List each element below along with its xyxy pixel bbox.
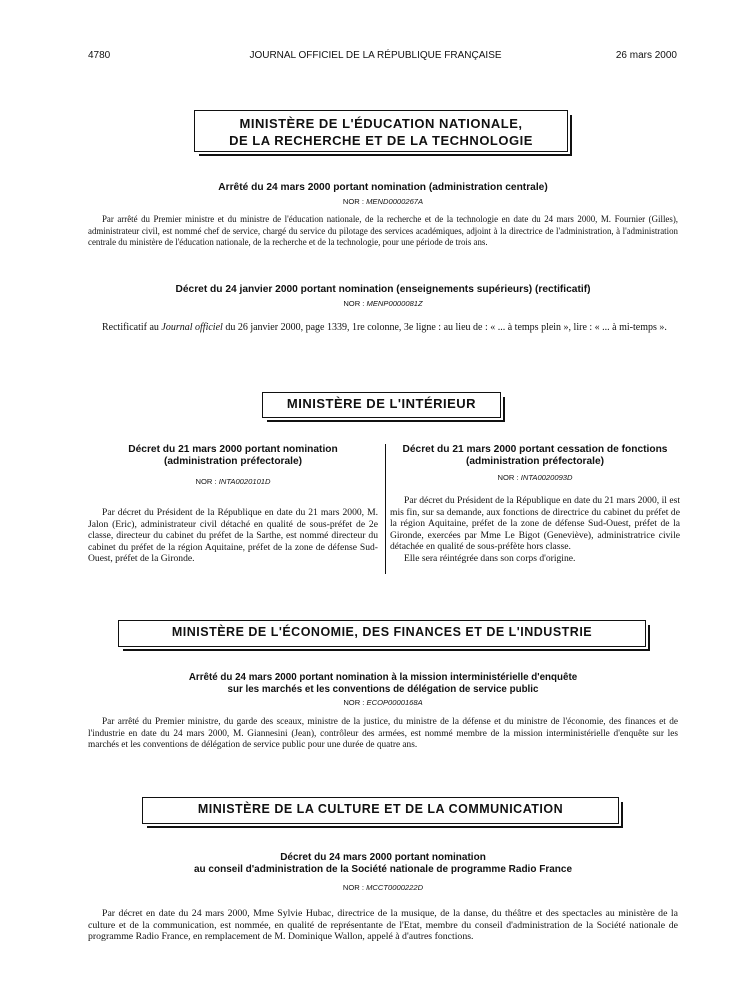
nor-code: ECOP0000168A bbox=[366, 698, 423, 707]
act-paragraph: Par décret du Président de la République en date du 21 mars 2000, il est mis fin, sur sa demande, aux fonctions de directrice du cabinet du préfet de la région Aquitaine, préfet de la zone de défense Sud-Ouest, préfet de la Gironde, exercées par Mme Le Bigot (Geneviève), administratrice civile détachée en qualité de sous-préfète hors classe. bbox=[390, 495, 680, 553]
act-title-line: au conseil d'administration de la Société nationale de programme Radio France bbox=[193, 864, 573, 875]
nor-reference bbox=[88, 477, 378, 486]
act-text: Par décret du Président de la République en date du 21 mars 2000, M. Jalon (Eric), administrateur civil détaché en qualité de sous-préfet de 2e classe, directeur du cabinet du préfet de la Sarthe, est nommé directeur du cabinet du préfet de la région Aquitaine, préfet de la zone de défense Sud-Ouest, préfet de la Gironde. bbox=[88, 507, 378, 565]
act-title-line: Décret du 21 mars 2000 portant cessation de fonctions bbox=[402, 444, 668, 455]
nor-label: NOR : bbox=[342, 197, 367, 206]
act-text bbox=[390, 495, 680, 565]
act-paragraph: Elle sera réintégrée dans son corps d'origine. bbox=[404, 552, 576, 564]
ministry-economie-box bbox=[118, 620, 646, 647]
nor-code: MCCT0000222D bbox=[366, 883, 424, 892]
ministry-education-box bbox=[194, 110, 568, 152]
act-title: Décret du 24 janvier 2000 portant nomination (enseignements supérieurs) (rectificatif) bbox=[175, 284, 591, 295]
act-title bbox=[88, 852, 678, 876]
rectificatif-text-start: Rectificatif au bbox=[102, 322, 162, 333]
nor-label: NOR : bbox=[497, 473, 521, 482]
nor-reference bbox=[88, 197, 678, 206]
act-title: Arrêté du 24 mars 2000 portant nomination (administration centrale) bbox=[218, 182, 548, 193]
nor-reference bbox=[88, 299, 678, 308]
nor-code: INTA0020101D bbox=[218, 477, 271, 486]
act-text: Par arrêté du Premier ministre et du ministre de l'éducation nationale, de la recherche et de la technologie en date du 24 mars 2000, M. Fournier (Gilles), administrateur civil, est nommé chef de service, chargé du service du pilotage des services académiques, adjoint à la directrice de l'administration, à l'administration centrale du ministère de l'éducation nationale, de la recherche et de la technologie, pour une période de trois ans. bbox=[88, 214, 678, 247]
nor-label: NOR : bbox=[342, 883, 367, 892]
act-title-line: sur les marchés et les conventions de délégation de service public bbox=[227, 683, 539, 695]
nor-reference bbox=[88, 698, 678, 707]
ministry-education-line1: MINISTÈRE DE L'ÉDUCATION NATIONALE, bbox=[239, 116, 523, 131]
ministry-economie-title: MINISTÈRE DE L'ÉCONOMIE, DES FINANCES ET DE L'INDUSTRIE bbox=[171, 625, 593, 639]
ministry-interieur-box bbox=[262, 392, 501, 418]
nor-label: NOR : bbox=[343, 698, 367, 707]
act-title-line: Décret du 21 mars 2000 portant nomination bbox=[128, 444, 338, 455]
ministry-culture-box bbox=[142, 797, 619, 824]
act-title bbox=[88, 444, 378, 468]
rectificatif-text-end: du 26 janvier 2000, page 1339, 1re colonne, 3e ligne : au lieu de : « ... à temps plein », lire : « ... à mi-temps ». bbox=[222, 322, 667, 333]
act-title-line: (administration préfectorale) bbox=[465, 456, 605, 467]
act-text: Par arrêté du Premier ministre, du garde des sceaux, ministre de la justice, du ministre de la défense et du ministre de l'économie, des finances et de l'industrie en date du 24 mars 2000, M. Giannesini (Jean), contrôleur des armées, est nommé membre de la mission interministérielle d'enquête sur les marchés et les conventions de délégation de service public pour une durée de quatre ans. bbox=[88, 717, 678, 750]
column-divider bbox=[385, 444, 386, 574]
ministry-culture-title: MINISTÈRE DE LA CULTURE ET DE LA COMMUNICATION bbox=[197, 802, 564, 816]
nor-reference bbox=[88, 883, 678, 892]
nor-code: INTA0020093D bbox=[520, 473, 573, 482]
act-title-line: Décret du 24 mars 2000 portant nomination bbox=[280, 852, 486, 863]
act-title bbox=[88, 672, 678, 695]
act-title-line: Arrêté du 24 mars 2000 portant nomination à la mission interministérielle d'enquête bbox=[188, 672, 578, 683]
ministry-interieur-title: MINISTÈRE DE L'INTÉRIEUR bbox=[286, 396, 477, 411]
nor-reference bbox=[390, 473, 680, 482]
nor-label: NOR : bbox=[195, 477, 219, 486]
act-title bbox=[390, 444, 680, 468]
nor-label: NOR : bbox=[343, 299, 367, 308]
journal-title: JOURNAL OFFICIEL DE LA RÉPUBLIQUE FRANÇAISE bbox=[249, 50, 502, 61]
act-text bbox=[88, 321, 678, 334]
act-text: Par décret en date du 24 mars 2000, Mme Sylvie Hubac, directrice de la musique, de la danse, du théâtre et des spectacles au ministère de la culture et de la communication, est nommée, en qualité de représentante de l'Etat, membre du conseil d'administration de la Société nationale de programme Radio France, en remplacement de M. Dominique Wallon, appelé à d'autres fonctions. bbox=[88, 908, 678, 943]
nor-code: MEND0000267A bbox=[366, 197, 424, 206]
page-date: 26 mars 2000 bbox=[615, 50, 677, 61]
page-number: 4780 bbox=[88, 50, 111, 61]
ministry-education-line2: DE LA RECHERCHE ET DE LA TECHNOLOGIE bbox=[229, 133, 533, 148]
act-title-line: (administration préfectorale) bbox=[163, 456, 303, 467]
rectificatif-journal-name: Journal officiel bbox=[161, 322, 223, 333]
nor-code: MENP0000081Z bbox=[366, 299, 423, 308]
